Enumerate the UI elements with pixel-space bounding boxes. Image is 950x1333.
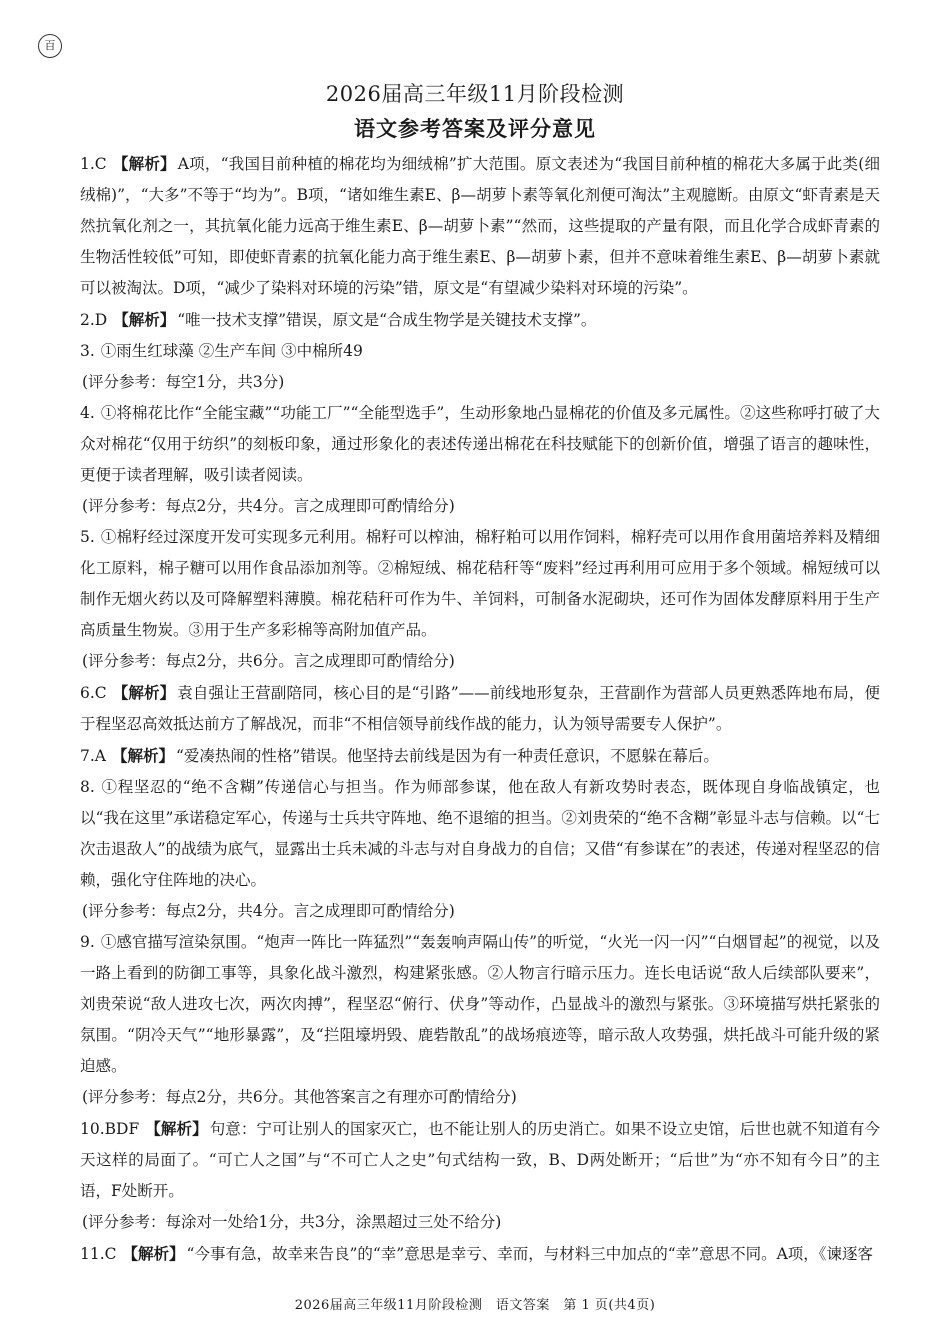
answer-text: 句意：宁可让别人的国家灭亡，也不能让别人的历史消亡。如果不设立史馆，后世也就不知道有今天这样的局面了。“可亡人之国”与“不可亡人之史”句式结构一致，B、D两处断开；“后世”为“亦不知有今日”的主语，F处断开。 xyxy=(80,1120,880,1200)
answer-item xyxy=(80,522,880,646)
question-number: 5. xyxy=(80,528,95,546)
question-number: 2.D xyxy=(80,311,108,329)
document-subtitle: 语文参考答案及评分意见 xyxy=(354,116,596,141)
answer-text: “今事有急，故幸来告良”的“幸”意思是幸亏、幸而，与材料三中加点的“幸”意思不同。A项，《谏逐客 xyxy=(186,1245,874,1263)
answer-text: “唯一技术支撑”错误，原文是“合成生物学是关键技术支撑”。 xyxy=(177,311,597,329)
question-number: 6.C xyxy=(80,684,107,702)
answer-text: A项，“我国目前种植的棉花均为细绒棉”扩大范围。原文表述为“我国目前种植的棉花大多属于此类(细绒棉)”，“大多”不等于“均为”。B项，“诸如维生素E、β—胡萝卜素等氧化剂便可淘汰”主观臆断。由原文“虾青素是天然抗氧化剂之一，其抗氧化能力远高于维生素E、β—胡萝卜素”“然而，这些提取的产量有限，而且化学合成虾青素的生物活性较低”可知，即使虾青素的抗氧化能力高于维生素E、β—胡萝卜素，但并不意味着维生素E、β—胡萝卜素就可以被淘汰。D项，“减少了染料对环境的污染”错，原文是“有望减少染料对环境的污染”。 xyxy=(80,155,880,297)
answer-text: ①将棉花比作“全能宝藏”“功能工厂”“全能型选手”，生动形象地凸显棉花的价值及多元属性。②这些称呼打破了大众对棉花“仅用于纺织”的刻板印象，通过形象化的表述传递出棉花在科技赋能下的创新价值，增强了语言的趣味性，更便于读者理解，吸引读者阅读。 xyxy=(80,404,880,484)
analysis-tag: 【解析】 xyxy=(122,1244,185,1263)
answer-text: ①感官描写渲染氛围。“炮声一阵比一阵猛烈”“轰轰响声隔山传”的听觉，“火光一闪一闪”“白烟冒起”的视觉，以及一路上看到的防御工事等，具象化战斗激烈，构建紧张感。②人物言行暗示压力。连长电话说“敌人后续部队要来”，刘贵荣说“敌人进攻七次，两次肉搏”，程坚忍“俯行、伏身”等动作，凸显战斗的激烈与紧张。③环境描写烘托紧张的氛围。“阴冷天气”“地形暴露”，及“拦阻壕坍毁、鹿砦散乱”的战场痕迹等，暗示敌人攻势强，烘托战斗可能升级的紧迫感。 xyxy=(80,933,880,1075)
scoring-note: (评分参考：每空1分，共3分) xyxy=(82,373,285,391)
answer-item xyxy=(80,148,880,304)
answer-item xyxy=(80,336,880,367)
question-number: 4. xyxy=(80,404,95,422)
document-title: 2026届高三年级11月阶段检测 xyxy=(325,82,625,106)
page-badge: 百 xyxy=(38,34,62,58)
page-footer: 2026届高三年级11月阶段检测 语文答案 第 1 页(共4页) xyxy=(294,1298,656,1313)
question-number: 9. xyxy=(80,933,95,951)
answer-item xyxy=(80,1238,880,1270)
analysis-tag: 【解析】 xyxy=(112,683,176,702)
scoring-note: (评分参考：每点2分，共4分。言之成理即可酌情给分) xyxy=(82,497,455,515)
analysis-tag: 【解析】 xyxy=(145,1119,208,1138)
answer-item xyxy=(80,740,880,772)
question-number: 1.C xyxy=(80,155,107,173)
analysis-tag: 【解析】 xyxy=(112,154,176,173)
question-number: 11.C xyxy=(80,1245,117,1263)
answer-item xyxy=(80,304,880,336)
scoring-note: (评分参考：每涂对一处给1分，共3分，涂黑超过三处不给分) xyxy=(82,1213,502,1231)
answer-item xyxy=(80,677,880,740)
answer-item xyxy=(80,772,880,896)
question-number: 10.BDF xyxy=(80,1120,140,1138)
answer-text: ①雨生红球藻 ②生产车间 ③中棉所49 xyxy=(100,342,363,360)
question-number: 3. xyxy=(80,342,95,360)
scoring-note: (评分参考：每点2分，共6分。其他答案言之有理亦可酌情给分) xyxy=(82,1088,517,1106)
answer-text: 袁自强让王营副陪同，核心目的是“引路”——前线地形复杂，王营副作为营部人员更熟悉阵地布局，便于程坚忍高效抵达前方了解战况，而非“不相信领导前线作战的能力，认为领导需要专人保护”。 xyxy=(80,684,880,733)
question-number: 8. xyxy=(80,778,95,796)
analysis-tag: 【解析】 xyxy=(111,746,174,765)
answer-item xyxy=(80,398,880,491)
answer-item xyxy=(80,927,880,1082)
answer-list xyxy=(80,148,880,1270)
analysis-tag: 【解析】 xyxy=(113,310,176,329)
scoring-note: (评分参考：每点2分，共4分。言之成理即可酌情给分) xyxy=(82,902,455,920)
question-number: 7.A xyxy=(80,747,106,765)
answer-item xyxy=(80,1113,880,1207)
answer-text: ①棉籽经过深度开发可实现多元利用。棉籽可以榨油，棉籽粕可以用作饲料，棉籽壳可以用作食用菌培养料及精细化工原料，棉子糖可以用作食品添加剂等。②棉短绒、棉花秸秆等“废料”经过再利用可应用于多个领域。棉短绒可以制作无烟火药以及可降解塑料薄膜。棉花秸秆可作为牛、羊饲料，可制备水泥砌块，还可作为固体发酵原料用于生产高质量生物炭。③用于生产多彩棉等高附加值产品。 xyxy=(80,528,880,639)
answer-text: “爱凑热闹的性格”错误。他坚持去前线是因为有一种责任意识，不愿躲在幕后。 xyxy=(176,747,719,765)
scoring-note: (评分参考：每点2分，共6分。言之成理即可酌情给分) xyxy=(82,652,455,670)
answer-text: ①程坚忍的“绝不含糊”传递信心与担当。作为师部参谋，他在敌人有新攻势时表态，既体现自身临战镇定，也以“我在这里”承诺稳定军心，传递与士兵共守阵地、绝不退缩的担当。②刘贵荣的“绝不含糊”彰显斗志与信赖。以“七次击退敌人”的战绩为底气，显露出士兵未减的斗志与对自身战力的自信；又借“有参谋在”的表述，传递对程坚忍的信赖，强化守住阵地的决心。 xyxy=(80,778,880,889)
